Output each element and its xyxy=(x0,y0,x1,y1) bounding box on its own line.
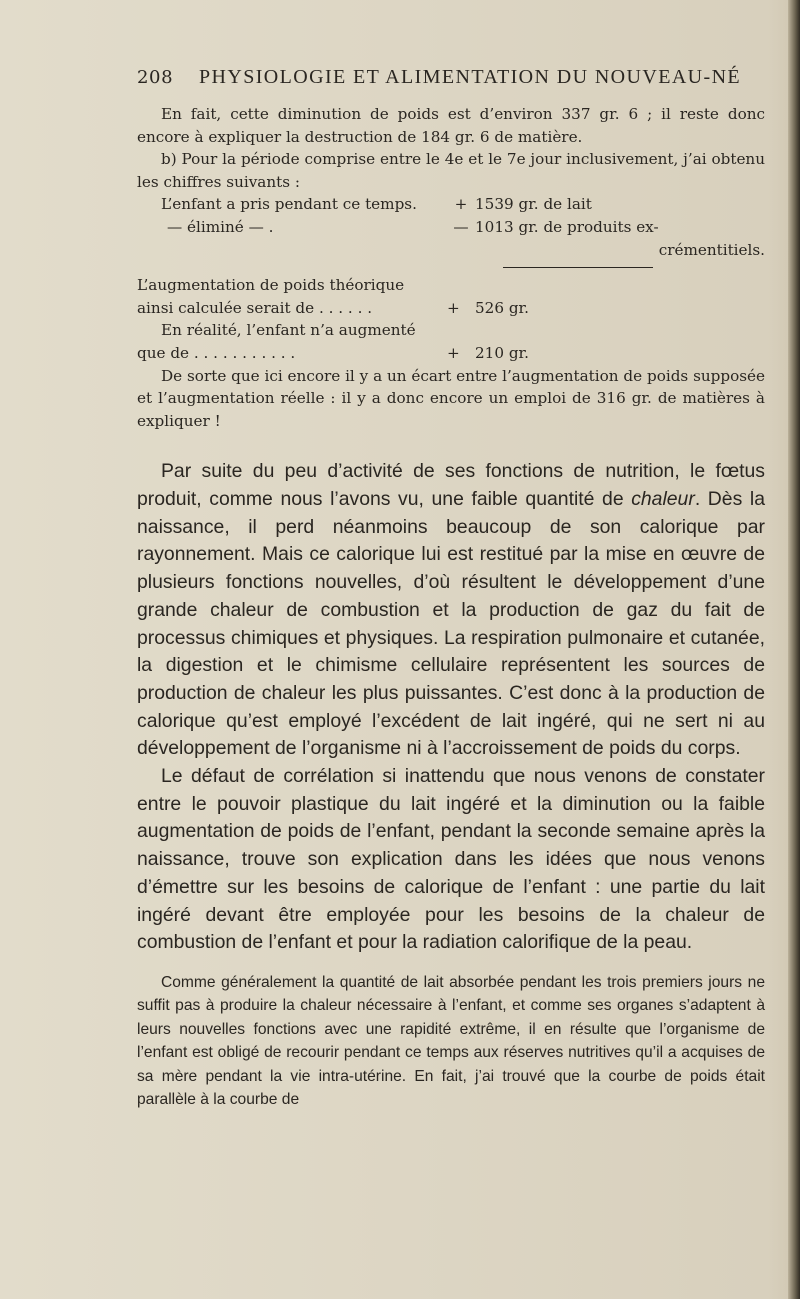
figure-sign: + xyxy=(447,343,460,362)
figure-label xyxy=(137,274,447,319)
figure-value: 1539 gr. de lait xyxy=(475,195,592,214)
body-paragraph-2: Le défaut de corrélation si inattendu que nous venons de constater entre le pouvoir plastique du lait ingéré et la diminution ou la faible augmentation de poids de l’enfant, pendant la seconde semaine après la naissance, trouve son explication dans les idées que nous venons d’émettre sur les besoins de calorique de l’enfant : une partie du lait ingéré devant être employée pour les besoins de la chaleur de combustion de l’enfant et pour la radiation calorifique de la peau. xyxy=(137,765,765,954)
footnote-paragraph: Comme généralement la quantité de lait absorbée pendant les trois premiers jours ne suffit pas à produire la chaleur nécessaire à l’enfant, et comme ses organes s’adaptent à leurs nouvelles fonctions avec une rapidité extrême, il en résulte que l’organisme de l’enfant est obligé de recourir pendant ce temps aux réserves nutritives qu’il a acquises de sa mère pendant la vie intra-utérine. En fait, j’ai trouvé que la courbe de poids était parallèle à la courbe de xyxy=(137,973,765,1108)
figure-value: 210 gr. xyxy=(475,343,529,362)
figures-section xyxy=(137,103,765,432)
body-paragraph-1 xyxy=(137,458,765,763)
figure-sign: — xyxy=(453,217,469,236)
figure-label-line: que de . . . . . . . . . . . xyxy=(137,343,296,362)
body-text: . Dès la naissance, il perd néanmoins beaucoup de son calorique par rayonnement. Mais ce calorique lui est restitué par la mise en œuvre de plusieurs fonctions nouvelles, d’où résultent le développement d’une grande chaleur de combustion et la production de gaz du fait de processus chimiques et physiques. La respiration pulmonaire et cutanée, la digestion et le chimisme cellulaire représentent les sources de production de chaleur les plus puissantes. C’est donc à la production de calorique qu’est employé l’excédent de lait ingéré, qui ne sert ni au développement de l’organisme ni à l’accroissement de poids du corps. xyxy=(137,488,765,760)
figure-sign: + xyxy=(447,298,460,317)
intro-paragraph-2: b) Pour la période comprise entre le 4e et le 7e jour inclusivement, j’ai obtenu les chiffres suivants : xyxy=(137,150,765,191)
body-text: Par suite du peu d’activité de ses fonctions de nutrition, le fœtus produit, comme nous l’avons vu, une faible quantité de xyxy=(137,460,765,511)
footnote-section xyxy=(137,971,765,1111)
figure-row-theoretical xyxy=(137,274,765,319)
sum-rule xyxy=(503,267,653,268)
intro-paragraph-1: En fait, cette diminution de poids est d’environ 337 gr. 6 ; il reste donc encore à expliquer la destruction de 184 gr. 6 de matière. xyxy=(137,105,765,146)
book-spine-shadow xyxy=(788,0,800,1299)
figure-value: 1013 gr. de produits ex- xyxy=(475,217,659,236)
figure-label-line: L’augmentation de poids théorique xyxy=(137,276,405,295)
figure-value: 526 gr. xyxy=(475,298,529,317)
figure-value-continuation: crémentitiels. xyxy=(658,240,765,259)
figure-label-line: En réalité, l’enfant n’a augmenté xyxy=(161,321,416,340)
page-number: 208 xyxy=(137,67,174,88)
running-title: PHYSIOLOGIE ET ALIMENTATION DU NOUVEAU-NÉ xyxy=(199,66,742,88)
main-text xyxy=(137,458,765,957)
figure-label: L’enfant a pris pendant ce temps. xyxy=(161,195,417,214)
running-header xyxy=(137,66,765,89)
figure-row-intake xyxy=(137,193,765,216)
figure-row-eliminated xyxy=(137,216,765,239)
figure-label: — éliminé — . xyxy=(167,217,274,236)
figure-row-actual xyxy=(137,319,765,364)
figure-sign: + xyxy=(454,195,468,214)
page-content xyxy=(137,66,765,1111)
figure-label xyxy=(137,319,447,364)
emphasis-text: chaleur xyxy=(631,488,695,511)
figure-label-line: ainsi calculée serait de . . . . . . xyxy=(137,298,373,317)
figures-conclusion: De sorte que ici encore il y a un écart entre l’augmentation de poids supposée et l’augmentation réelle : il y a donc encore un emploi de 316 gr. de matières à expliquer ! xyxy=(137,366,765,430)
